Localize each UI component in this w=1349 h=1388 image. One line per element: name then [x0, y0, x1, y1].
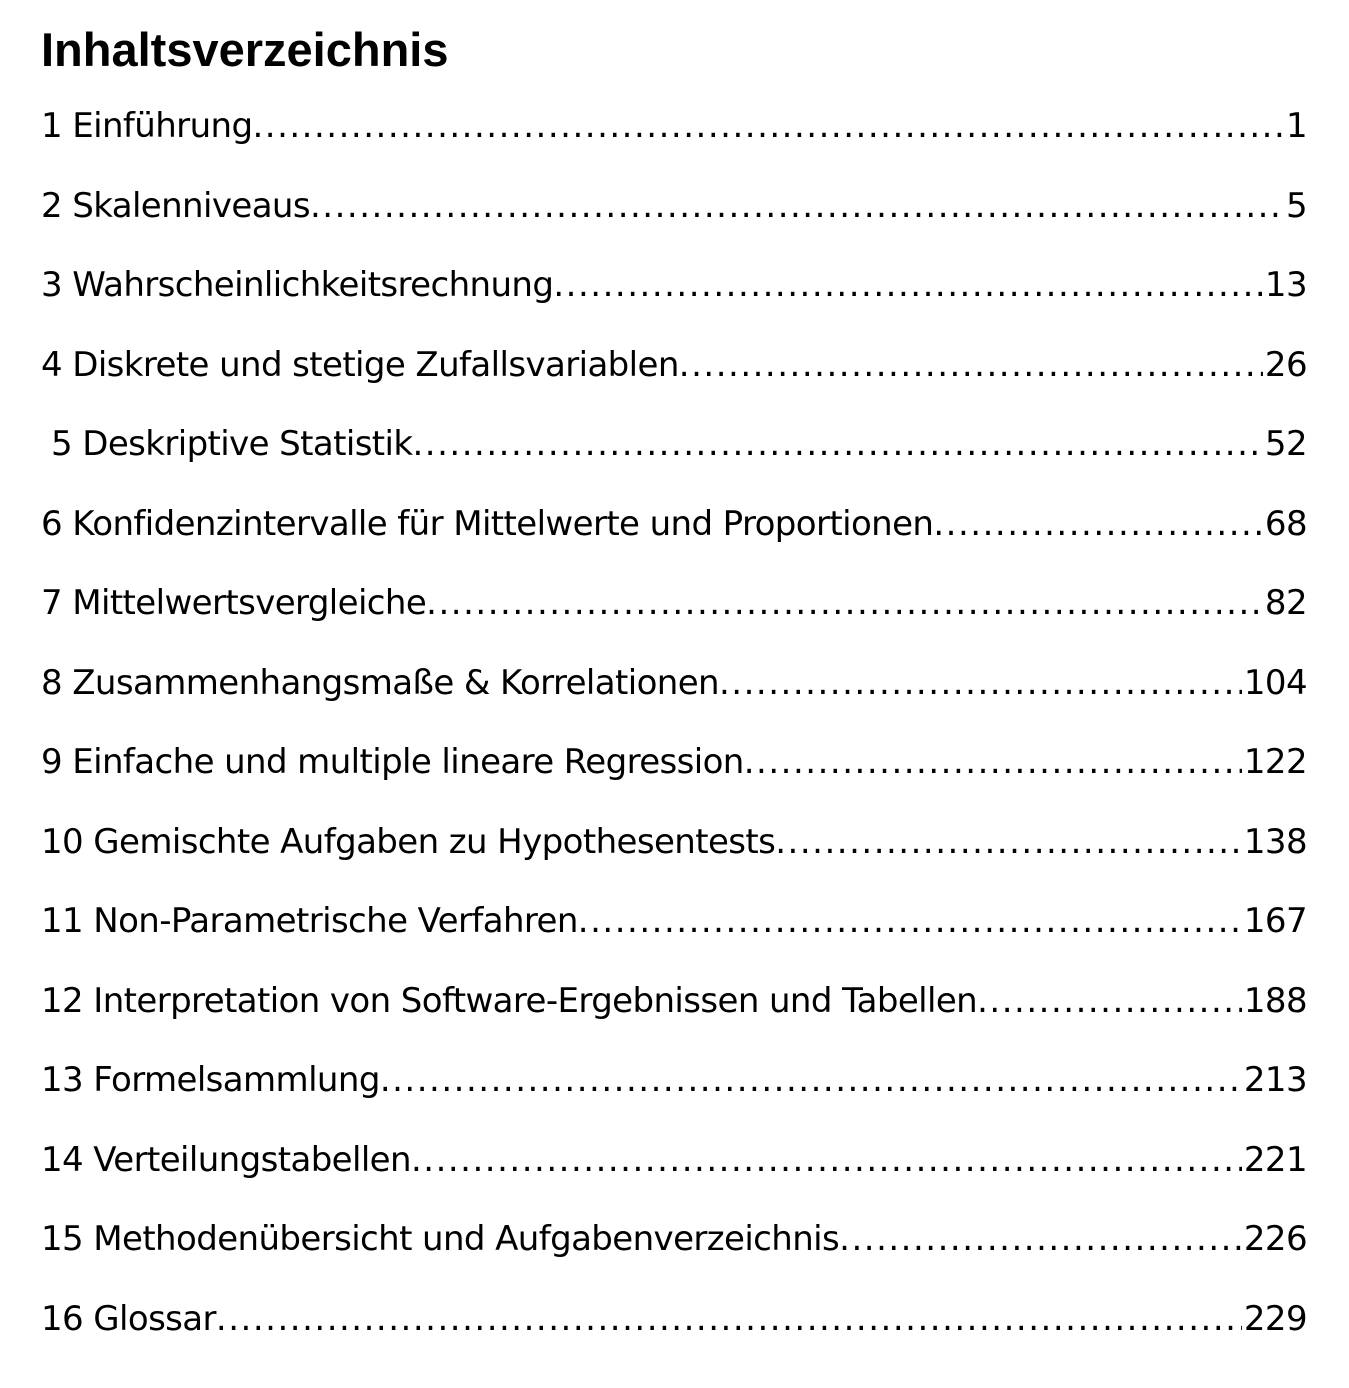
dot-leader: [839, 1213, 1242, 1265]
toc-entry-title: 2 Skalenniveaus: [41, 185, 310, 226]
toc-entry-title: 10 Gemischte Aufgaben zu Hypothesentests: [41, 821, 776, 862]
dot-leader: [553, 259, 1263, 311]
toc-entry-zusammenhangsmasse[interactable]: [41, 657, 1307, 737]
toc-entry-title: 16 Glossar: [41, 1298, 216, 1339]
dot-leader: [933, 498, 1263, 550]
toc-entry-title: 15 Methodenübersicht und Aufgabenverzeichnis: [41, 1219, 840, 1259]
toc-entry-page: 213: [1243, 1060, 1307, 1100]
dot-leader: [412, 418, 1262, 470]
toc-entry-skalenniveaus[interactable]: [41, 180, 1307, 260]
toc-entry-deskriptive-statistik[interactable]: [41, 418, 1307, 498]
toc-list: [41, 100, 1307, 1372]
page-title: Inhaltsverzeichnis: [41, 23, 449, 76]
toc-entry-title: 3 Wahrscheinlichkeitsrechnung: [41, 265, 554, 305]
toc-entry-title: 13 Formelsammlung: [41, 1060, 380, 1100]
toc-entry-title: 1 Einführung: [41, 106, 253, 146]
toc-entry-page: 26: [1264, 344, 1307, 385]
toc-entry-zufallsvariablen[interactable]: [41, 339, 1307, 419]
toc-entry-page: 1: [1285, 106, 1307, 146]
toc-entry-einfuehrung[interactable]: [41, 100, 1307, 180]
toc-entry-konfidenzintervalle[interactable]: [41, 498, 1307, 578]
toc-entry-page: 229: [1243, 1298, 1307, 1339]
toc-entry-hypothesentests[interactable]: [41, 816, 1307, 896]
toc-entry-title: 5 Deskriptive Statistik: [51, 424, 413, 464]
toc-entry-page: 226: [1243, 1219, 1307, 1259]
toc-entry-formelsammlung[interactable]: [41, 1054, 1307, 1134]
dot-leader: [252, 100, 1284, 152]
toc-entry-title: 14 Verteilungstabellen: [41, 1139, 411, 1180]
dot-leader: [679, 339, 1263, 391]
toc-entry-title: 4 Diskrete und stetige Zufallsvariablen: [41, 344, 679, 385]
toc-entry-regression[interactable]: [41, 736, 1307, 816]
dot-leader: [775, 816, 1242, 868]
toc-entry-page: 68: [1264, 503, 1307, 544]
dot-leader: [411, 1134, 1242, 1186]
toc-entry-page: 138: [1243, 821, 1307, 862]
dot-leader: [977, 975, 1242, 1027]
dot-leader: [216, 1293, 1242, 1345]
toc-entry-methodenuebersicht[interactable]: [41, 1213, 1307, 1293]
toc-entry-title: 9 Einfache und multiple lineare Regression: [41, 742, 744, 782]
toc-entry-page: 188: [1243, 980, 1307, 1021]
toc-entry-page: 52: [1264, 424, 1307, 464]
toc-entry-non-parametrische-verfahren[interactable]: [41, 895, 1307, 975]
toc-entry-title: 7 Mittelwertsvergleiche: [41, 583, 427, 623]
dot-leader: [578, 895, 1242, 947]
toc-entry-wahrscheinlichkeitsrechnung[interactable]: [41, 259, 1307, 339]
toc-entry-page: 122: [1243, 742, 1307, 782]
toc-entry-glossar[interactable]: [41, 1293, 1307, 1373]
toc-entry-page: 82: [1264, 583, 1307, 623]
toc-entry-title: 8 Zusammenhangsmaße & Korrelationen: [41, 662, 719, 703]
toc-entry-page: 104: [1243, 662, 1307, 703]
toc-entry-title: 11 Non-Parametrische Verfahren: [41, 901, 578, 941]
toc-entry-software-ergebnisse[interactable]: [41, 975, 1307, 1055]
dot-leader: [719, 657, 1242, 709]
toc-entry-page: 5: [1285, 185, 1307, 226]
toc-entry-page: 167: [1243, 901, 1307, 941]
toc-entry-verteilungstabellen[interactable]: [41, 1134, 1307, 1214]
toc-entry-page: 13: [1264, 265, 1307, 305]
dot-leader: [310, 180, 1284, 232]
toc-entry-page: 221: [1243, 1139, 1307, 1180]
dot-leader: [744, 736, 1242, 788]
dot-leader: [426, 577, 1263, 629]
toc-entry-title: 6 Konfidenzintervalle für Mittelwerte und Proportionen: [41, 503, 934, 544]
toc-entry-mittelwertsvergleiche[interactable]: [41, 577, 1307, 657]
toc-entry-title: 12 Interpretation von Software-Ergebnissen und Tabellen: [41, 980, 978, 1021]
dot-leader: [380, 1054, 1242, 1106]
